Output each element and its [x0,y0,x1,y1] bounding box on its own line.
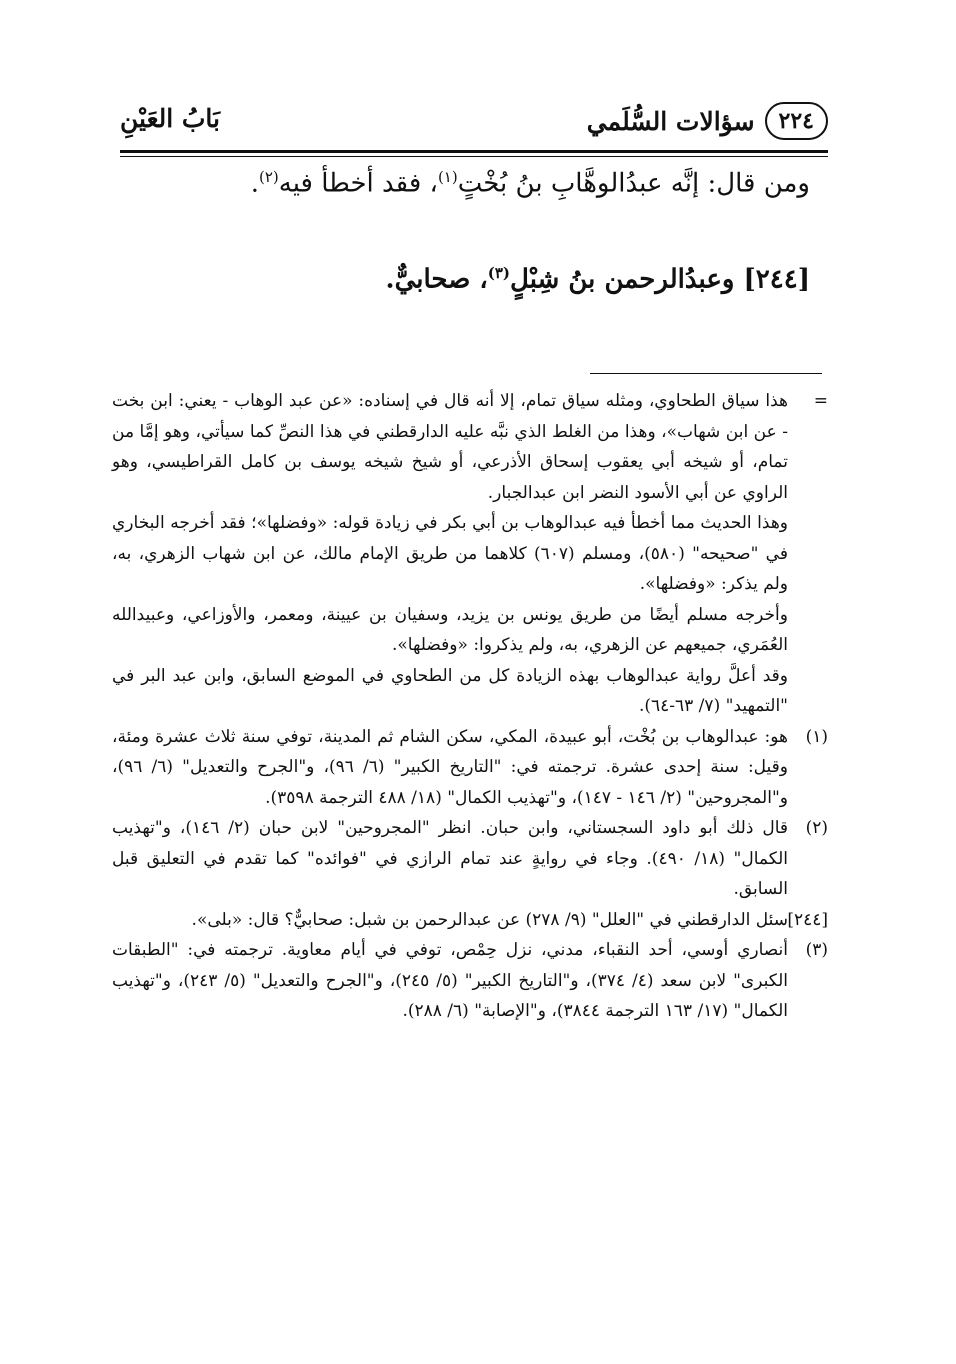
main-line2-end: ، صحابيٌّ. [385,264,488,295]
footnote-continuation [112,386,828,722]
footnote-continuation-p4: وقد أعلَّ رواية عبدالوهاب بهذه الزيادة كل من الطحاوي في الموضع السابق، وابن عبد البر في "التمهيد" (٧/ ٦٣-٦٤). [112,665,788,716]
footnote-1-mark: (١) [805,726,828,747]
footnote-3 [112,935,828,1027]
footnote-244 [112,905,828,936]
main-text-entry-244 [120,264,810,295]
footnote-continuation-p3: وأخرجه مسلم أيضًا من طريق يونس بن يزيد، وسفيان بن عيينة، ومعمر، والأوزاعي، وعبيدالله العُمَري، جميعهم عن الزهري، به، ولم يذكروا: «وفضلها». [112,604,788,655]
footnote-244-mark: [٢٤٤] [787,909,828,930]
footnote-ref-1: (١) [437,168,458,186]
footnote-continuation-p2: وهذا الحديث مما أخطأ فيه عبدالوهاب بن أبي بكر في زيادة قوله: «وفضلها»؛ فقد أخرجه البخاري في "صحيحه" (٥٨٠)، ومسلم (٦٠٧) كلاهما من طريق الإمام مالك، عن ابن شهاب الزهري، به، ولم يذكر: «وفضلها». [112,513,788,594]
header-rule-thin [120,156,828,157]
footnote-separator [590,373,822,374]
main-line2-text: [٢٤٤] وعبدُالرحمن بنُ شِبْلٍ [510,264,810,295]
footnote-244-text: سئل الدارقطني في "العلل" (٩/ ٢٧٨) عن عبدالرحمن بن شبل: صحابيٌّ؟ قال: «بلى». [191,909,788,930]
main-text-line-1 [120,168,810,199]
header-rule-thick [120,150,828,153]
main-line1-mid: ، فقد أخطأ فيه [278,168,438,199]
main-line1-text: ومن قال: إنَّه عبدُالوهَّابِ بنُ بُخْتٍ [457,168,810,199]
page-number: ٢٢٤ [765,102,828,140]
page-header [120,96,828,148]
book-title: سؤالات السُّلَمي [586,106,755,136]
footnote-3-text: أنصاري أوسي، أحد النقباء، مدني، نزل حِمْص، توفي في أيام معاوية. ترجمته في: "الطبقات الكبرى" لابن سعد (٤/ ٣٧٤)، و"التاريخ الكبير" (٥/ ٢٤٥)، و"الجرح والتعديل" (٥/ ٢٤٣)، و"تهذيب الكمال" (١٧/ ١٦٣ الترجمة ٣٨٤٤)، و"الإصابة" (٦/ ٢٨٨). [112,940,789,1021]
footnote-1 [112,722,828,814]
footnote-ref-2: (٢) [258,168,279,186]
chapter-title: بَابُ العَيْنِ [120,104,221,133]
main-line1-end: . [250,168,259,199]
footnotes-section [112,386,828,1027]
footnote-3-mark: (٣) [805,940,828,960]
running-header-book [587,102,828,140]
footnote-1-text: هو: عبدالوهاب بن بُخْت، أبو عبيدة، المكي، سكن الشام ثم المدينة، توفي سنة ثلاث عشرة ومئة، وقيل: سنة إحدى عشرة. ترجمته في: "التاريخ الكبير" (٦/ ٩٦)، و"الجرح والتعديل" (٦/ ٩٦)، و"المجروحين" (٢/ ١٤٦ - ١٤٧)، و"تهذيب الكمال" (١٨/ ٤٨٨ الترجمة ٣٥٩٨). [112,726,789,808]
footnote-2-text: قال ذلك أبو داود السجستاني، وابن حبان. انظر "المجروحين" لابن حبان (٢/ ١٤٦)، و"تهذيب الكمال" (١٨/ ٤٩٠). وجاء في روايةٍ عند تمام الرازي في "فوائده" كما تقدم في التعليق قبل السابق. [112,818,788,899]
footnote-ref-3: (٣) [487,264,511,282]
footnote-2-mark: (٢) [805,818,828,838]
footnote-2 [112,813,828,905]
continuation-mark: = [813,391,828,411]
footnote-continuation-p1: هذا سياق الطحاوي، ومثله سياق تمام، إلا أنه قال في إسناده: «عن عبد الوهاب - يعني: ابن بخت - عن ابن شهاب»، وهذا من الغلط الذي نبَّه عليه الدارقطني في هذا النصِّ كما سيأتي، وهو إمَّا من تمام، أو شيخه أبي يعقوب إسحاق الأذرعي، أو شيخ شيخه يوسف بن كامل القراطيسي، وهو الراوي عن أبي الأسود النضر ابن عبدالجبار. [112,391,788,503]
